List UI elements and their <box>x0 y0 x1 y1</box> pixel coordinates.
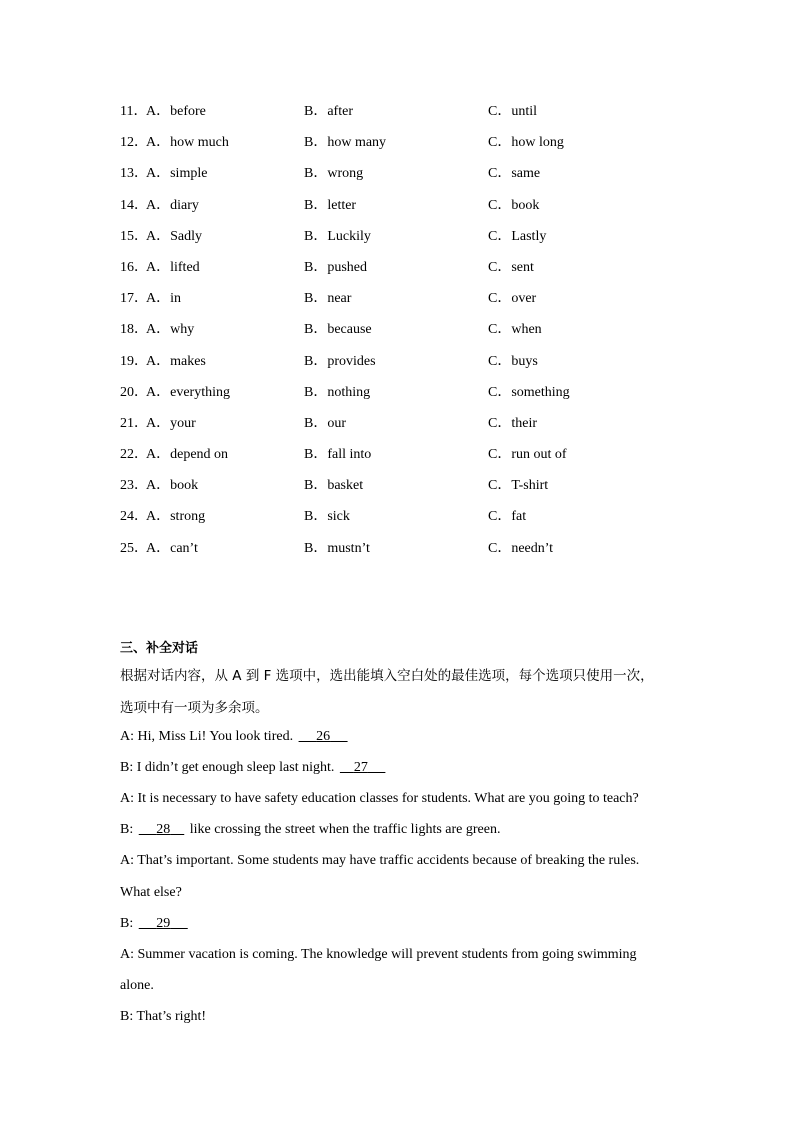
instruction-line-2: 选项中有一项为多余项。 <box>120 700 269 716</box>
question-row <box>120 102 720 133</box>
option-b: B．near <box>304 291 352 307</box>
question-row <box>120 476 720 507</box>
question-number: 25． <box>120 540 148 556</box>
question-row <box>120 445 720 476</box>
dialogue-text: A: Hi, Miss Li! You look tired. <box>120 729 297 744</box>
answer-blank <box>137 820 187 840</box>
question-row <box>120 133 720 164</box>
option-a: A．Sadly <box>146 228 202 244</box>
question-number: 13． <box>120 166 148 182</box>
answer-blank <box>297 727 350 747</box>
option-c: C．buys <box>488 353 538 369</box>
answer-blank <box>338 758 388 778</box>
option-b: B．after <box>304 104 353 119</box>
option-c: C．same <box>488 166 541 182</box>
question-number: 20． <box>120 384 148 400</box>
question-number: 18． <box>120 322 148 338</box>
option-a: A．strong <box>146 509 206 525</box>
dialogue-text: B: <box>120 822 137 837</box>
dialogue-text: like crossing the street when the traffic lights are green. <box>186 822 501 837</box>
option-c: C．Lastly <box>488 228 547 244</box>
dialogue-line: B: That’s right! <box>120 1009 207 1024</box>
option-c: C．until <box>488 104 538 119</box>
option-c: C．sent <box>488 259 534 275</box>
option-a: A．diary <box>146 197 199 213</box>
question-number: 14． <box>120 197 148 213</box>
option-c: C．needn’t <box>488 540 554 556</box>
option-a: A．before <box>146 104 206 119</box>
question-row <box>120 164 720 195</box>
option-a: A．simple <box>146 166 208 182</box>
option-a: A．why <box>146 322 195 338</box>
option-b: B．sick <box>304 509 350 525</box>
option-b: B．Luckily <box>304 228 371 244</box>
option-c: C．over <box>488 291 537 307</box>
option-c: C．something <box>488 384 570 400</box>
option-a: A．makes <box>146 353 206 369</box>
blank-number: 27 <box>353 760 368 775</box>
dialogue-line <box>120 758 387 778</box>
option-a: A．depend on <box>146 447 229 463</box>
option-c: C．book <box>488 197 540 213</box>
question-number: 17． <box>120 291 148 307</box>
question-row <box>120 507 720 538</box>
dialogue-text: B: <box>120 916 137 931</box>
question-number: 22． <box>120 447 148 463</box>
question-row <box>120 383 720 414</box>
option-a: A．in <box>146 291 181 307</box>
option-c: C．fat <box>488 509 527 525</box>
question-number: 16． <box>120 259 148 275</box>
option-b: B．fall into <box>304 447 372 463</box>
option-c: C．T-shirt <box>488 478 549 494</box>
section-title: 三、补全对话 <box>120 641 199 656</box>
option-b: B．provides <box>304 353 376 369</box>
question-row <box>120 227 720 258</box>
dialogue-text: B: I didn’t get enough sleep last night. <box>120 760 338 775</box>
question-number: 19． <box>120 353 148 369</box>
option-b: B．because <box>304 322 372 338</box>
option-b: B．letter <box>304 197 357 213</box>
question-number: 21． <box>120 415 148 431</box>
option-a: A．can’t <box>146 540 198 556</box>
option-c: C．how long <box>488 135 564 151</box>
option-b: B．mustn’t <box>304 540 370 556</box>
option-b: B．how many <box>304 135 387 151</box>
question-row <box>120 320 720 351</box>
question-number: 15． <box>120 228 148 244</box>
option-c: C．run out of <box>488 447 567 463</box>
question-row <box>120 196 720 227</box>
blank-number: 29 <box>156 916 171 931</box>
option-a: A．lifted <box>146 259 200 275</box>
option-b: B．our <box>304 415 346 431</box>
question-row <box>120 414 720 445</box>
option-c: C．when <box>488 322 542 338</box>
answer-blank <box>137 914 190 934</box>
blank-number: 28 <box>156 822 171 837</box>
dialogue-line: A: It is necessary to have safety education classes for students. What are you going to teach? <box>120 791 639 806</box>
dialogue-line: A: That’s important. Some students may have traffic accidents because of breaking the rules. <box>120 853 640 868</box>
question-number: 11． <box>120 104 148 119</box>
option-b: B．basket <box>304 478 364 494</box>
dialogue-line: What else? <box>120 885 182 900</box>
instruction-line-1: 根据对话内容，从 A 到 F 选项中，选出能填入空白处的最佳选项，每个选项只使用一次， <box>120 668 654 684</box>
multiple-choice-list <box>120 102 720 570</box>
question-number: 12． <box>120 135 148 151</box>
option-b: B．pushed <box>304 259 367 275</box>
question-number: 23． <box>120 478 148 494</box>
question-row <box>120 258 720 289</box>
option-a: A．how much <box>146 135 229 151</box>
option-a: A．book <box>146 478 199 494</box>
question-row <box>120 352 720 383</box>
option-b: B．nothing <box>304 384 371 400</box>
dialogue-line <box>120 914 190 934</box>
option-a: A．your <box>146 415 196 431</box>
option-a: A．everything <box>146 384 230 400</box>
dialogue-line: alone. <box>120 978 154 993</box>
question-row <box>120 289 720 320</box>
question-row <box>120 539 720 570</box>
blank-number: 26 <box>316 729 331 744</box>
option-b: B．wrong <box>304 166 364 182</box>
question-number: 24． <box>120 509 148 525</box>
option-c: C．their <box>488 415 537 431</box>
dialogue-line <box>120 727 350 747</box>
dialogue-line <box>120 820 500 840</box>
dialogue-line: A: Summer vacation is coming. The knowledge will prevent students from going swimming <box>120 947 637 962</box>
